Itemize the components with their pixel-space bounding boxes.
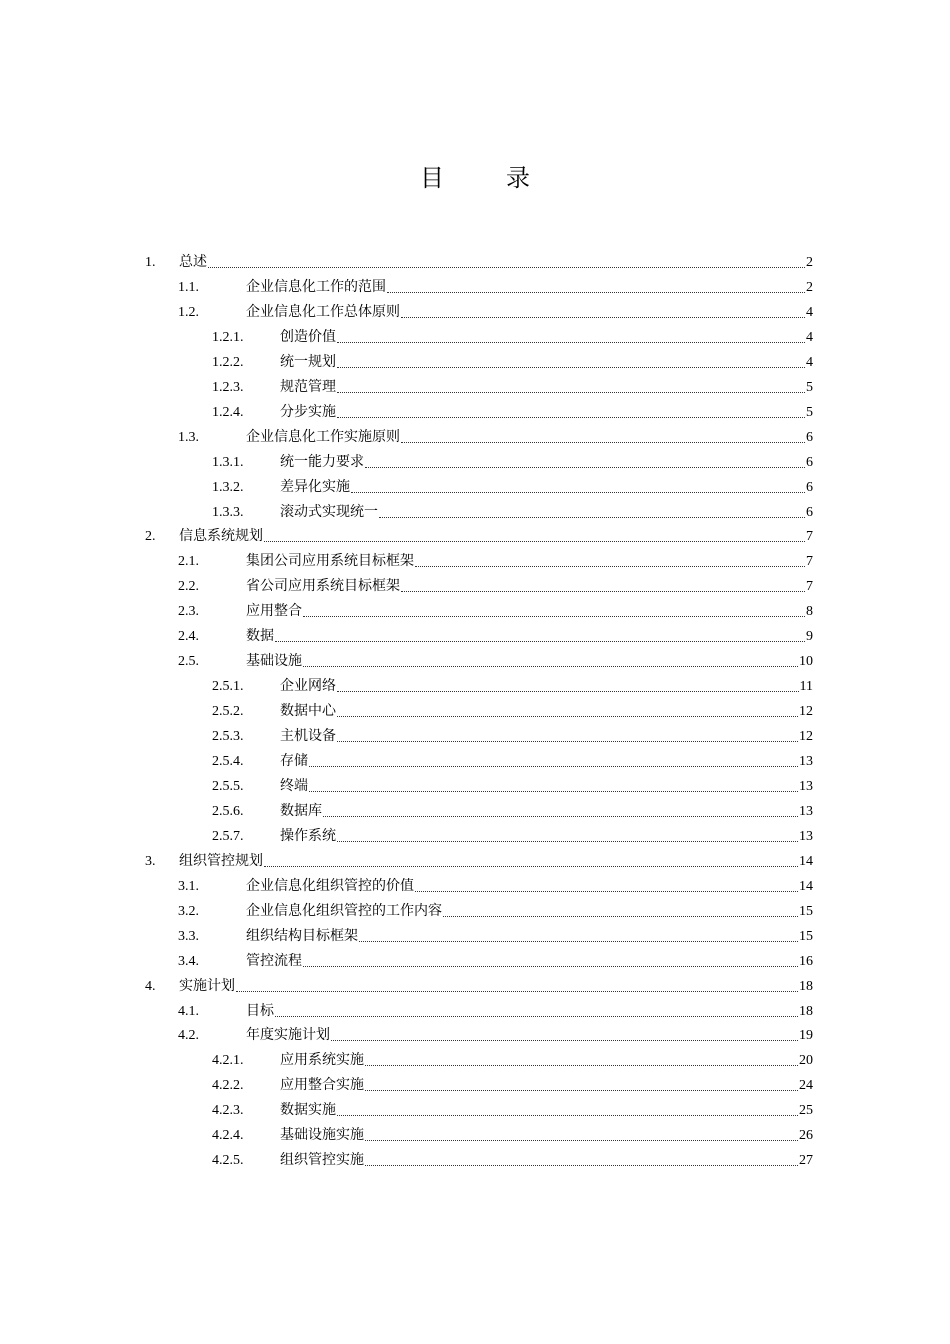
toc-entry-page: 24 bbox=[799, 1078, 813, 1094]
toc-entry-title: 分步实施 bbox=[280, 403, 336, 420]
toc-entry-title: 主机设备 bbox=[280, 728, 336, 745]
toc-entry[interactable] bbox=[212, 774, 813, 799]
toc-entry-page: 5 bbox=[806, 404, 813, 420]
toc-entry-number: 3.1. bbox=[178, 878, 199, 894]
toc-entry-page: 5 bbox=[806, 379, 813, 395]
toc-dot-leader bbox=[337, 384, 805, 393]
toc-entry-number: 1.2.3. bbox=[212, 379, 244, 395]
toc-entry-title: 规范管理 bbox=[280, 378, 336, 395]
toc-dot-leader bbox=[387, 284, 805, 293]
toc-dot-leader bbox=[208, 259, 805, 268]
toc-dot-leader bbox=[337, 409, 805, 418]
toc-entry-number: 1. bbox=[145, 255, 156, 270]
toc-entry[interactable] bbox=[145, 974, 813, 999]
toc-entry[interactable] bbox=[212, 350, 813, 375]
toc-entry-title: 应用整合实施 bbox=[280, 1077, 364, 1094]
toc-dot-leader bbox=[323, 808, 798, 817]
toc-entry-title: 统一规划 bbox=[280, 353, 336, 370]
toc-entry[interactable] bbox=[145, 849, 813, 874]
toc-entry-page: 18 bbox=[799, 1003, 813, 1019]
toc-dot-leader bbox=[365, 459, 805, 468]
toc-entry-title: 数据库 bbox=[280, 802, 322, 819]
toc-entry-number: 2.5.6. bbox=[212, 803, 244, 819]
toc-entry-number: 4.2.5. bbox=[212, 1153, 244, 1169]
toc-dot-leader bbox=[331, 1032, 798, 1041]
toc-dot-leader bbox=[379, 509, 805, 518]
toc-dot-leader bbox=[337, 733, 798, 742]
toc-entry-page: 7 bbox=[806, 579, 813, 595]
toc-dot-leader bbox=[337, 708, 798, 717]
toc-entry[interactable] bbox=[178, 549, 813, 574]
toc-entry-number: 1.2.4. bbox=[212, 404, 244, 420]
toc-entry[interactable] bbox=[212, 674, 813, 699]
toc-entry[interactable] bbox=[178, 300, 813, 325]
toc-entry-page: 15 bbox=[799, 903, 813, 919]
toc-entry[interactable] bbox=[212, 749, 813, 774]
toc-dot-leader bbox=[359, 933, 798, 942]
toc-entry-title: 企业信息化工作实施原则 bbox=[246, 428, 400, 445]
toc-entry-number: 2.3. bbox=[178, 604, 199, 620]
toc-entry-title: 数据中心 bbox=[280, 703, 336, 720]
toc-entry[interactable] bbox=[212, 1123, 813, 1148]
toc-entry-number: 3.4. bbox=[178, 953, 199, 969]
toc-entry-page: 2 bbox=[806, 255, 813, 270]
toc-entry-number: 4.2.2. bbox=[212, 1078, 244, 1094]
toc-entry[interactable] bbox=[212, 325, 813, 350]
toc-entry-title: 实施计划 bbox=[179, 977, 235, 994]
toc-entry-page: 26 bbox=[799, 1128, 813, 1144]
toc-dot-leader bbox=[415, 883, 798, 892]
toc-entry-title: 基础设施 bbox=[246, 653, 302, 670]
toc-entry-page: 6 bbox=[806, 429, 813, 445]
toc-entry-number: 4.2. bbox=[178, 1028, 199, 1044]
toc-entry-number: 2.5.1. bbox=[212, 679, 244, 695]
toc-dot-leader bbox=[303, 658, 798, 667]
toc-entry-number: 1.2.1. bbox=[212, 329, 244, 345]
toc-dot-leader bbox=[264, 533, 805, 542]
title-char-2: 录 bbox=[506, 164, 530, 192]
toc-entry-number: 2.5.5. bbox=[212, 778, 244, 794]
toc-entry[interactable] bbox=[178, 275, 813, 300]
toc-entry-page: 13 bbox=[799, 754, 813, 769]
toc-entry-page: 4 bbox=[806, 354, 813, 370]
toc-entry[interactable] bbox=[178, 949, 813, 974]
toc-entry-page: 14 bbox=[799, 853, 813, 869]
toc-entry-title: 创造价值 bbox=[280, 328, 336, 345]
toc-entry-number: 2. bbox=[145, 529, 156, 545]
toc-entry-page: 12 bbox=[799, 729, 813, 745]
toc-dot-leader bbox=[443, 908, 798, 917]
toc-entry-title: 目标 bbox=[246, 1002, 274, 1019]
toc-entry[interactable] bbox=[178, 574, 813, 599]
toc-entry-number: 4.1. bbox=[178, 1003, 199, 1019]
toc-entry[interactable] bbox=[212, 400, 813, 425]
toc-entry-number: 3.2. bbox=[178, 903, 199, 919]
toc-entry[interactable] bbox=[212, 500, 813, 525]
toc-entry-title: 终端 bbox=[280, 777, 308, 794]
toc-entry[interactable] bbox=[212, 799, 813, 824]
toc-entry-page: 20 bbox=[799, 1053, 813, 1069]
toc-entry[interactable] bbox=[212, 450, 813, 475]
toc-dot-leader bbox=[337, 1107, 798, 1116]
title-char-1: 目 bbox=[420, 164, 444, 192]
toc-entry-title: 差异化实施 bbox=[280, 478, 350, 495]
toc-dot-leader bbox=[351, 484, 805, 493]
toc-entry-page: 16 bbox=[799, 953, 813, 969]
toc-entry-number: 4. bbox=[145, 978, 156, 994]
toc-entry[interactable] bbox=[178, 599, 813, 624]
toc-entry[interactable] bbox=[212, 1098, 813, 1123]
toc-entry[interactable] bbox=[178, 425, 813, 450]
toc-entry-number: 1.2.2. bbox=[212, 354, 244, 370]
toc-entry-title: 组织管控规划 bbox=[179, 852, 263, 869]
toc-entry-title: 总述 bbox=[179, 254, 207, 270]
toc-entry-page: 7 bbox=[806, 554, 813, 570]
toc-entry[interactable] bbox=[212, 824, 813, 849]
toc-entry[interactable] bbox=[212, 1073, 813, 1098]
toc-entry-number: 3.3. bbox=[178, 928, 199, 944]
toc-entry-number: 2.1. bbox=[178, 554, 199, 570]
toc-entry-page: 19 bbox=[799, 1028, 813, 1044]
toc-entry-number: 1.1. bbox=[178, 279, 199, 295]
toc-entry[interactable] bbox=[212, 1148, 813, 1173]
page-title bbox=[0, 158, 950, 193]
toc-entry-title: 管控流程 bbox=[246, 952, 302, 969]
toc-entry-page: 4 bbox=[806, 329, 813, 345]
toc-entry-page: 13 bbox=[799, 803, 813, 819]
toc-dot-leader bbox=[365, 1132, 798, 1141]
toc-entry[interactable] bbox=[178, 1023, 813, 1048]
toc-dot-leader bbox=[303, 958, 798, 967]
toc-entry[interactable] bbox=[212, 475, 813, 500]
toc-entry-title: 企业信息化工作总体原则 bbox=[246, 303, 400, 320]
toc-entry-page: 15 bbox=[799, 928, 813, 944]
toc-entry-title: 企业信息化组织管控的价值 bbox=[246, 877, 414, 894]
toc-entry-page: 13 bbox=[799, 828, 813, 844]
toc-entry-number: 1.3.2. bbox=[212, 479, 244, 495]
toc-entry[interactable] bbox=[178, 624, 813, 649]
toc-entry-number: 2.5.2. bbox=[212, 704, 244, 720]
toc-entry[interactable] bbox=[178, 924, 813, 949]
toc-entry-page: 18 bbox=[799, 978, 813, 994]
toc-entry-page: 8 bbox=[806, 604, 813, 620]
toc-dot-leader bbox=[264, 858, 798, 867]
toc-entry-title: 企业信息化组织管控的工作内容 bbox=[246, 902, 442, 919]
toc-entry-page: 11 bbox=[799, 679, 813, 695]
toc-entry[interactable] bbox=[178, 649, 813, 674]
toc-entry-number: 4.2.3. bbox=[212, 1103, 244, 1119]
toc-entry-page: 6 bbox=[806, 479, 813, 495]
toc-dot-leader bbox=[303, 608, 805, 617]
toc-entry[interactable] bbox=[212, 724, 813, 749]
toc-entry[interactable] bbox=[145, 524, 813, 549]
toc-entry-number: 4.2.4. bbox=[212, 1128, 244, 1144]
toc-entry-number: 2.5.4. bbox=[212, 754, 244, 769]
toc-entry-title: 组织管控实施 bbox=[280, 1152, 364, 1169]
toc-entry-title: 应用系统实施 bbox=[280, 1052, 364, 1069]
toc-entry-page: 13 bbox=[799, 778, 813, 794]
toc-dot-leader bbox=[365, 1057, 798, 1066]
toc-entry-title: 数据 bbox=[246, 628, 274, 645]
toc-entry[interactable] bbox=[212, 375, 813, 400]
toc-entry-number: 1.2. bbox=[178, 304, 199, 320]
toc-entry-page: 2 bbox=[806, 279, 813, 295]
toc-dot-leader bbox=[365, 1157, 798, 1166]
toc-dot-leader bbox=[309, 758, 798, 767]
toc-dot-leader bbox=[415, 558, 805, 567]
toc-entry-page: 14 bbox=[799, 878, 813, 894]
toc-entry[interactable] bbox=[178, 999, 813, 1024]
toc-dot-leader bbox=[401, 309, 805, 318]
toc-dot-leader bbox=[401, 583, 805, 592]
toc-entry-page: 27 bbox=[799, 1153, 813, 1169]
toc-entry-title: 信息系统规划 bbox=[179, 528, 263, 545]
toc-dot-leader bbox=[337, 359, 805, 368]
toc-entry-page: 7 bbox=[806, 529, 813, 545]
toc-entry-page: 4 bbox=[806, 304, 813, 320]
toc-entry-title: 企业网络 bbox=[280, 678, 336, 695]
toc-dot-leader bbox=[365, 1082, 798, 1091]
toc-entry-title: 存储 bbox=[280, 753, 308, 769]
toc-dot-leader bbox=[337, 683, 799, 692]
toc-entry[interactable] bbox=[212, 699, 813, 724]
toc-entry-title: 滚动式实现统一 bbox=[280, 503, 378, 520]
toc-dot-leader bbox=[309, 783, 798, 792]
toc-dot-leader bbox=[236, 983, 798, 992]
toc-entry-page: 12 bbox=[799, 704, 813, 720]
toc-entry-number: 2.5.3. bbox=[212, 729, 244, 745]
toc-entry-title: 基础设施实施 bbox=[280, 1127, 364, 1144]
toc-entry-title: 操作系统 bbox=[280, 827, 336, 844]
toc-entry-page: 6 bbox=[806, 504, 813, 520]
toc-entry-number: 2.2. bbox=[178, 579, 199, 595]
toc-entry-page: 9 bbox=[806, 629, 813, 645]
toc-entry-number: 4.2.1. bbox=[212, 1053, 244, 1069]
toc-entry[interactable] bbox=[178, 874, 813, 899]
toc-dot-leader bbox=[275, 1008, 798, 1017]
toc-entry-page: 25 bbox=[799, 1103, 813, 1119]
toc-entry-number: 1.3. bbox=[178, 429, 199, 445]
toc-entry-title: 年度实施计划 bbox=[246, 1027, 330, 1044]
toc-entry-number: 2.4. bbox=[178, 629, 199, 645]
toc-entry-title: 组织结构目标框架 bbox=[246, 927, 358, 944]
toc-entry[interactable] bbox=[145, 250, 813, 275]
toc-dot-leader bbox=[337, 334, 805, 343]
toc-entry-page: 10 bbox=[799, 654, 813, 670]
toc-entry-title: 企业信息化工作的范围 bbox=[246, 278, 386, 295]
toc-entry-number: 1.3.3. bbox=[212, 504, 244, 520]
toc-entry-number: 3. bbox=[145, 853, 156, 869]
toc-entry-title: 数据实施 bbox=[280, 1102, 336, 1119]
toc-entry-number: 2.5.7. bbox=[212, 828, 244, 844]
toc-entry-number: 1.3.1. bbox=[212, 454, 244, 470]
toc-dot-leader bbox=[275, 633, 805, 642]
toc-entry[interactable] bbox=[212, 1048, 813, 1073]
toc-entry-page: 6 bbox=[806, 454, 813, 470]
toc-entry-title: 省公司应用系统目标框架 bbox=[246, 578, 400, 595]
toc-entry-number: 2.5. bbox=[178, 654, 199, 670]
toc-dot-leader bbox=[337, 833, 798, 842]
toc-entry-title: 应用整合 bbox=[246, 603, 302, 620]
toc-entry-title: 集团公司应用系统目标框架 bbox=[246, 553, 414, 570]
toc-entry[interactable] bbox=[178, 899, 813, 924]
toc-dot-leader bbox=[401, 434, 805, 443]
toc-entry-title: 统一能力要求 bbox=[280, 453, 364, 470]
